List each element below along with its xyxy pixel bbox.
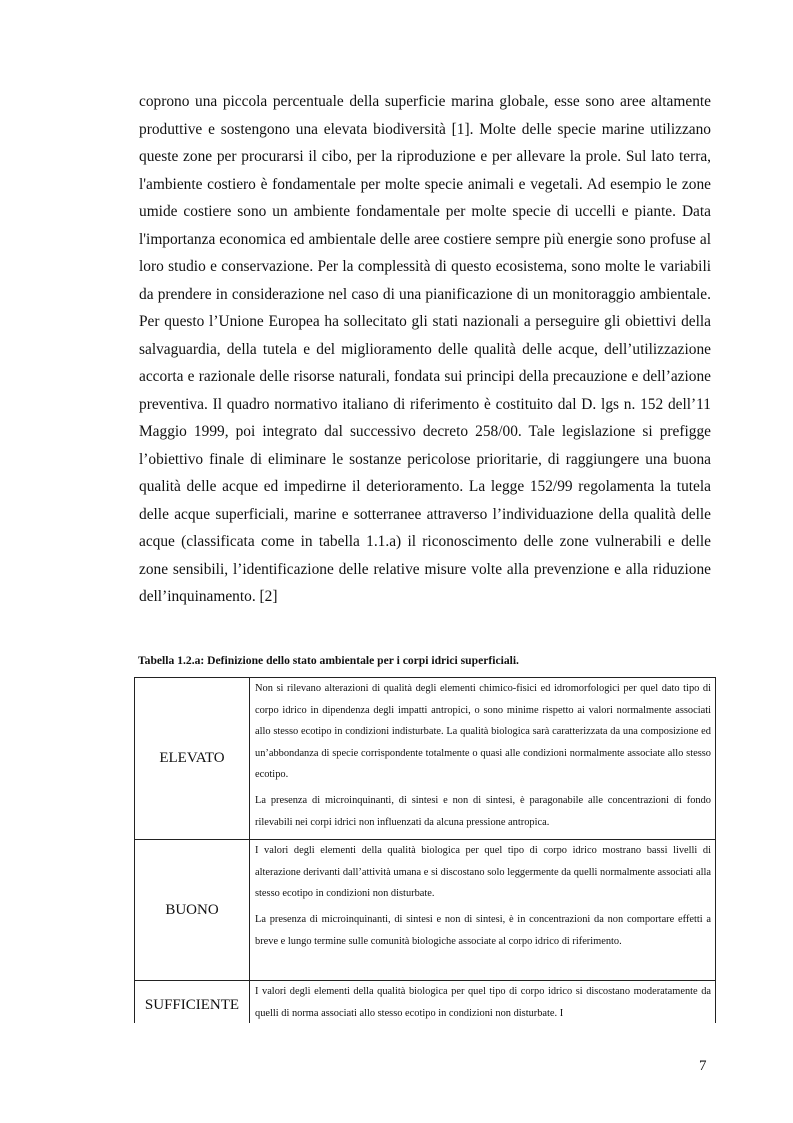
table-caption: Tabella 1.2.a: Definizione dello stato ambientale per i corpi idrici superficiali. [138,654,519,667]
status-definition-table-container [134,677,716,1023]
description-paragraph: I valori degli elementi della qualità biologica per quel tipo di corpo idrico si discostano moderatamente da quelli di norma associati allo stesso ecotipo in condizioni non disturbate. I [255,986,711,1019]
status-description [250,981,716,1023]
status-label: SUFFICIENTE [135,981,250,1023]
description-paragraph: La presenza di microinquinanti, di sintesi e non di sintesi, è in concentrazioni da non comportare effetti a breve e lungo termine sulle comunità biologiche associate al corpo idrico di riferimento. [255,913,711,947]
table-row-sufficiente [135,981,716,1023]
description-paragraph: La presenza di microinquinanti, di sintesi e non di sintesi, è paragonabile alle concentrazioni di fondo rilevabili nei corpi idrici non influenzati da alcuna pressione antropica. [255,794,711,828]
page-number: 7 [699,1058,707,1074]
status-description [250,840,716,981]
table-row-elevato [135,678,716,840]
status-label: BUONO [135,840,250,981]
status-label: ELEVATO [135,678,250,840]
description-paragraph: I valori degli elementi della qualità biologica per quel tipo di corpo idrico mostrano bassi livelli di alterazione derivanti dall’attività umana e si discostano solo leggermente da quelli normalmente associati alla stesso ecotipo in condizioni non disturbate. [255,845,711,900]
description-paragraph: Non si rilevano alterazioni di qualità degli elementi chimico-fisici ed idromorfologici per quel dato tipo di corpo idrico in dipendenza degli impatti antropici, o sono minime rispetto ai valori normalmente associati allo stesso ecotipo in condizioni indisturbate. La qualità biologica sarà caratterizzata da una composizione ed un’abbondanza di specie corrispondente totalmente o quasi alle condizioni normalmente associate allo stesso ecotipo. [255,683,711,781]
table-row-buono [135,840,716,981]
status-definition-table [134,677,716,1023]
body-paragraph: coprono una piccola percentuale della superficie marina globale, esse sono aree altamente produttive e sostengono una elevata biodiversità [1]. Molte delle specie marine utilizzano queste zone per procurarsi il cibo, per la riproduzione e per allevare la prole. Sul lato terra, l'ambiente costiero è fondamentale per molte specie animali e vegetali. Ad esempio le zone umide costiere sono un ambiente fondamentale per molte specie di uccelli e piante. Data l'importanza economica ed ambientale delle aree costiere sempre più energie sono profuse al loro studio e conservazione. Per la complessità di questo ecosistema, sono molte le variabili da prendere in considerazione nel caso di una pianificazione di un monitoraggio ambientale. Per questo l’Unione Europea ha sollecitato gli stati nazionali a perseguire gli obiettivi della salvaguardia, della tutela e del miglioramento delle qualità delle acque, dell’utilizzazione accorta e razionale delle risorse naturali, fondata sui principi della precauzione e dell’azione preventiva. Il quadro normativo italiano di riferimento è costituito dal D. lgs n. 152 dell’11 Maggio 1999, poi integrato dal successivo decreto 258/00. Tale legislazione si prefigge l’obiettivo finale di eliminare le sostanze pericolose prioritarie, di raggiungere una buona qualità delle acque ed impedirne il deterioramento. La legge 152/99 regolamenta la tutela delle acque superficiali, marine e sotterranee attraverso l’individuazione della qualità delle acque (classificata come in tabella 1.1.a) il riconoscimento delle zone vulnerabili e delle zone sensibili, l’identificazione delle relative misure volte alla prevenzione e alla riduzione dell’inquinamento. [2] [139,93,711,605]
status-description [250,678,716,840]
